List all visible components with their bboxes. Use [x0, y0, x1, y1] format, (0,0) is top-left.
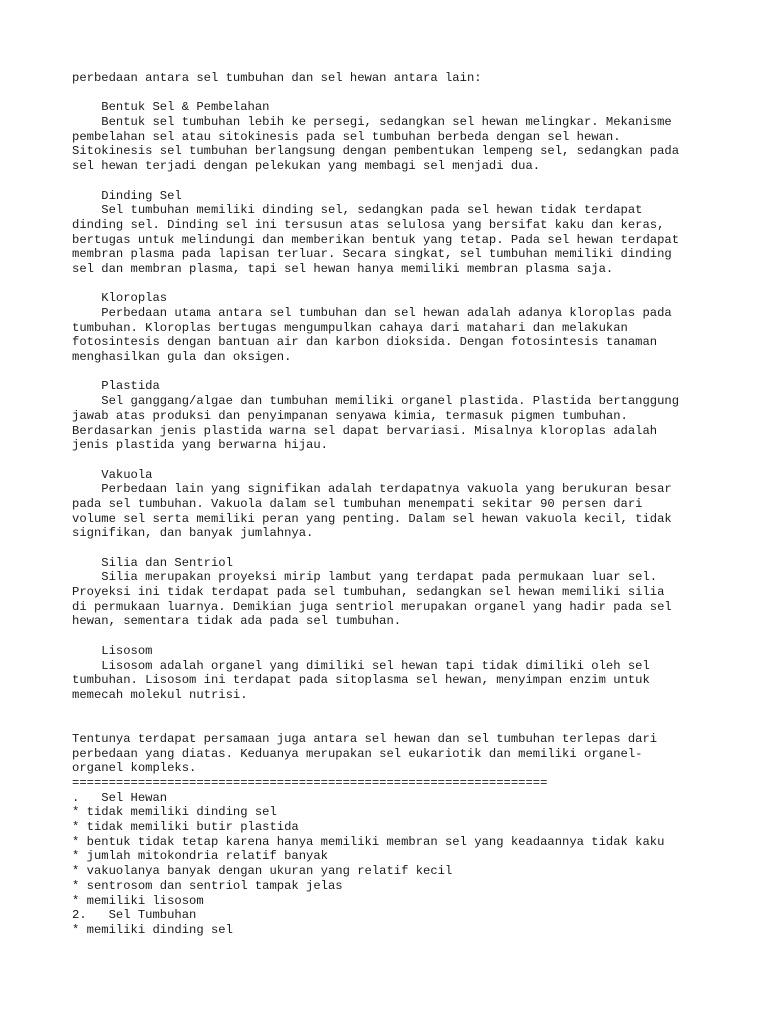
- text-line: * jumlah mitokondria relatif banyak: [72, 849, 328, 864]
- text-line: dinding sel. Dinding sel ini tersusun atas selulosa yang bersifat kaku dan keras,: [72, 217, 665, 232]
- text-line: Berdasarkan jenis plastida warna sel dapat bervariasi. Misalnya kloroplas adalah: [72, 423, 658, 438]
- text-line: [72, 174, 732, 189]
- text-line: bertugas untuk melindungi dan memberikan bentuk yang tetap. Pada sel hewan terdapat: [72, 232, 680, 247]
- text-line: * memiliki dinding sel: [72, 922, 233, 937]
- text-line: Silia dan Sentriol: [72, 555, 233, 570]
- text-line: hewan, sementara tidak ada pada sel tumbuhan.: [72, 614, 402, 629]
- text-line: Sel tumbuhan memiliki dinding sel, sedangkan pada sel hewan tidak terdapat: [72, 203, 643, 218]
- text-line: Dinding Sel: [72, 188, 182, 203]
- text-line: pada sel tumbuhan. Vakuola dalam sel tumbuhan menempati sekitar 90 persen dari: [72, 496, 643, 511]
- text-line: [72, 703, 732, 718]
- text-line: membran plasma pada lapisan terluar. Secara singkat, sel tumbuhan memiliki dinding: [72, 247, 672, 262]
- text-line: . Sel Hewan: [72, 790, 168, 805]
- text-line: pembelahan sel atau sitokinesis pada sel tumbuhan berbeda dengan sel hewan.: [72, 129, 621, 144]
- text-line: Perbedaan utama antara sel tumbuhan dan sel hewan adalah adanya kloroplas pada: [72, 306, 672, 320]
- text-line: Bentuk Sel & Pembelahan: [72, 100, 270, 115]
- text-line: sel hewan terjadi dengan pelekukan yang membagi sel menjadi dua.: [72, 159, 541, 174]
- text-line: * tidak memiliki butir plastida: [72, 820, 299, 835]
- text-line: signifikan, dan banyak jumlahnya.: [72, 526, 314, 541]
- text-line: Perbedaan lain yang signifikan adalah terdapatnya vakuola yang berukuran besar: [72, 482, 672, 497]
- text-line: tumbuhan. Lisosom ini terdapat pada sitoplasma sel hewan, menyimpan enzim untuk: [72, 673, 650, 688]
- text-line: Plastida: [72, 379, 160, 394]
- text-line: Lisosom adalah organel yang dimiliki sel hewan tapi tidak dimiliki oleh sel: [72, 658, 650, 673]
- text-line: volume sel serta memiliki peran yang penting. Dalam sel hewan vakuola kecil, tidak: [72, 511, 672, 526]
- text-line: Vakuola: [72, 467, 153, 482]
- text-line: 2. Sel Tumbuhan: [72, 908, 197, 923]
- text-line: Proyeksi ini tidak terdapat pada sel tumbuhan, sedangkan sel hewan memiliki silia: [72, 585, 665, 600]
- text-line: * bentuk tidak tetap karena hanya memiliki membran sel yang keadaannya tidak kaku: [72, 834, 665, 849]
- text-line: memecah molekul nutrisi.: [72, 687, 248, 702]
- text-line: tumbuhan. Kloroplas bertugas mengumpulkan cahaya dari matahari dan melakukan: [72, 320, 628, 335]
- text-line: * tidak memiliki dinding sel: [72, 805, 277, 820]
- text-line: Lisosom: [72, 643, 153, 658]
- text-line: di permukaan luarnya. Demikian juga sentriol merupakan organel yang hadir pada sel: [72, 599, 672, 614]
- text-line: perbedaan yang diatas. Keduanya merupakan sel eukariotik dan memiliki organel-: [72, 746, 643, 761]
- text-line: Kloroplas: [72, 291, 168, 306]
- text-line: [72, 365, 732, 380]
- text-line: Silia merupakan proyeksi mirip lambut yang terdapat pada permukaan luar sel.: [72, 570, 658, 585]
- text-line: [72, 717, 732, 732]
- text-line: Bentuk sel tumbuhan lebih ke persegi, sedangkan sel hewan melingkar. Mekanisme: [72, 115, 672, 130]
- text-line: * vakuolanya banyak dengan ukuran yang relatif kecil: [72, 864, 453, 879]
- text-line: menghasilkan gula dan oksigen.: [72, 350, 292, 365]
- text-line: sel dan membran plasma, tapi sel hewan hanya memiliki membran plasma saja.: [72, 261, 614, 276]
- text-line: [72, 277, 732, 292]
- text-line: [72, 86, 732, 101]
- text-line: Tentunya terdapat persamaan juga antara sel hewan dan sel tumbuhan terlepas dari: [72, 731, 658, 746]
- text-line: [72, 629, 732, 644]
- text-line: Sel ganggang/algae dan tumbuhan memiliki organel plastida. Plastida bertanggung: [72, 394, 680, 409]
- text-line: =================================================================: [72, 776, 548, 790]
- document-body: [72, 71, 732, 938]
- text-line: [72, 541, 732, 556]
- text-line: * memiliki lisosom: [72, 893, 204, 908]
- text-line: fotosintesis dengan bantuan air dan karbon dioksida. Dengan fotosintesis tanaman: [72, 335, 658, 350]
- text-line: * sentrosom dan sentriol tampak jelas: [72, 878, 343, 893]
- text-line: organel kompleks.: [72, 761, 197, 776]
- text-line: jawab atas produksi dan penyimpanan senyawa kimia, termasuk pigmen tumbuhan.: [72, 408, 628, 423]
- text-line: perbedaan antara sel tumbuhan dan sel hewan antara lain:: [72, 71, 482, 85]
- text-line: [72, 453, 732, 468]
- text-line: Sitokinesis sel tumbuhan berlangsung dengan pembentukan lempeng sel, sedangkan pada: [72, 144, 680, 159]
- text-line: jenis plastida yang berwarna hijau.: [72, 438, 328, 453]
